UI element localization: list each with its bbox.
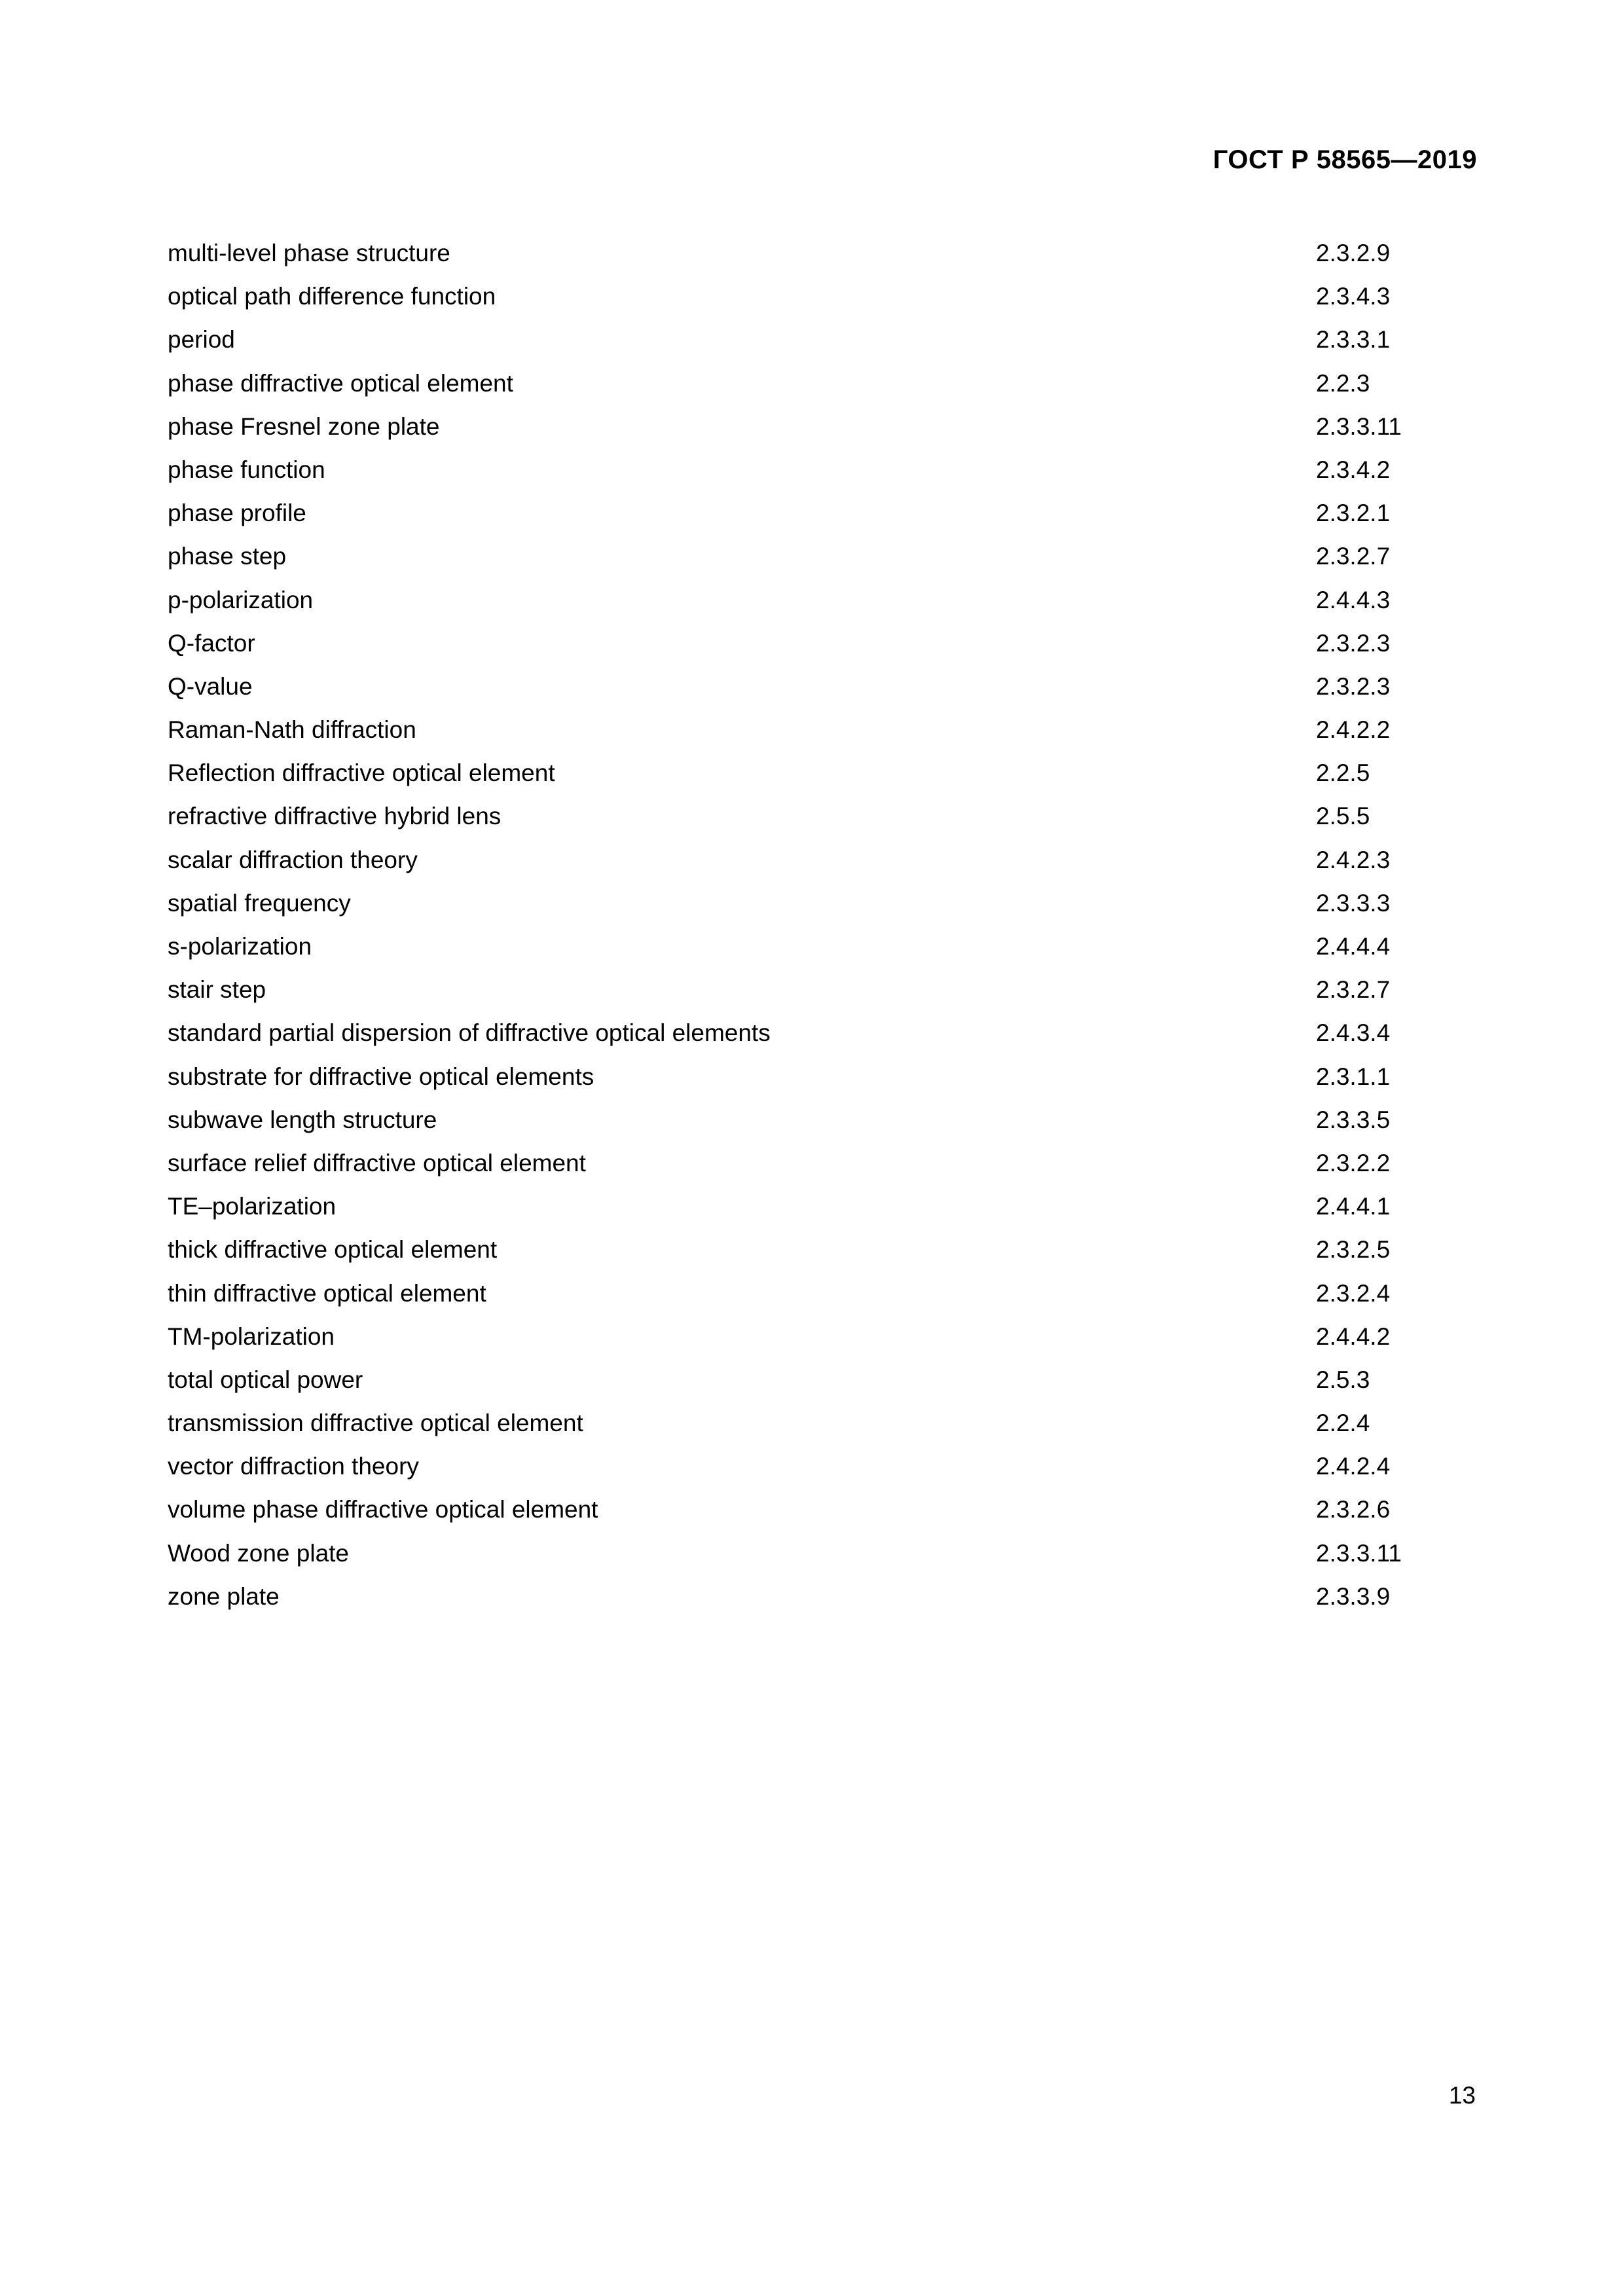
index-clause-number: 2.4.2.4 — [1316, 1453, 1391, 1480]
index-term: scalar diffraction theory — [168, 846, 418, 873]
index-term: multi-level phase structure — [168, 240, 450, 266]
index-term: zone plate — [168, 1582, 280, 1610]
index-term: Q-value — [168, 672, 253, 700]
index-clause-number: 2.2.3 — [1316, 369, 1370, 397]
index-entry — [168, 1536, 1477, 1579]
term-index-list — [168, 236, 1477, 1622]
index-entry — [168, 1579, 1477, 1622]
index-entry — [168, 1189, 1477, 1232]
index-entry — [168, 1102, 1477, 1146]
index-clause-number: 2.3.3.11 — [1316, 1539, 1402, 1567]
index-clause-number: 2.4.4.4 — [1316, 933, 1391, 960]
index-term: Raman-Nath diffraction — [168, 716, 416, 744]
index-term: phase function — [168, 456, 325, 483]
index-term: volume phase diffractive optical element — [168, 1496, 598, 1523]
index-entry — [168, 236, 1477, 279]
page-number: 13 — [1448, 2082, 1476, 2109]
index-clause-number: 2.3.3.1 — [1316, 326, 1391, 354]
index-entry — [168, 886, 1477, 929]
index-term: total optical power — [168, 1366, 363, 1393]
index-term: optical path difference function — [168, 283, 496, 310]
index-term: Reflection diffractive optical element — [168, 759, 555, 787]
index-clause-number: 2.4.3.4 — [1316, 1019, 1391, 1047]
index-term: stair step — [168, 976, 266, 1004]
index-clause-number: 2.4.2.2 — [1316, 716, 1391, 744]
index-entry — [168, 756, 1477, 799]
index-term: thick diffractive optical element — [168, 1236, 498, 1264]
index-clause-number: 2.3.3.11 — [1316, 412, 1402, 440]
index-clause-number: 2.5.3 — [1316, 1366, 1370, 1393]
index-term: transmission diffractive optical element — [168, 1410, 583, 1437]
index-term: Wood zone plate — [168, 1539, 350, 1567]
index-term: TE–polarization — [168, 1193, 337, 1220]
index-clause-number: 2.2.4 — [1316, 1410, 1370, 1437]
index-clause-number: 2.3.3.3 — [1316, 889, 1391, 917]
index-clause-number: 2.4.2.3 — [1316, 846, 1391, 873]
index-entry — [168, 452, 1477, 496]
index-entry — [168, 1059, 1477, 1102]
index-term: phase step — [168, 543, 287, 570]
index-entry — [168, 626, 1477, 669]
index-clause-number: 2.3.2.7 — [1316, 976, 1391, 1004]
index-term: spatial frequency — [168, 889, 351, 917]
index-entry — [168, 712, 1477, 756]
index-term: Q-factor — [168, 629, 255, 657]
index-clause-number: 2.3.2.3 — [1316, 672, 1391, 700]
index-clause-number: 2.4.4.2 — [1316, 1322, 1391, 1350]
index-entry — [168, 583, 1477, 626]
index-clause-number: 2.3.2.7 — [1316, 543, 1391, 570]
index-term: vector diffraction theory — [168, 1453, 419, 1480]
index-entry — [168, 496, 1477, 539]
index-entry — [168, 1276, 1477, 1319]
index-clause-number: 2.3.1.1 — [1316, 1063, 1391, 1090]
index-entry — [168, 799, 1477, 842]
index-entry — [168, 1319, 1477, 1362]
index-term: period — [168, 326, 235, 354]
index-term: phase profile — [168, 500, 306, 527]
index-clause-number: 2.3.3.5 — [1316, 1106, 1391, 1133]
index-entry — [168, 1406, 1477, 1449]
index-term: standard partial dispersion of diffractive optical elements — [168, 1019, 771, 1047]
index-entry — [168, 539, 1477, 582]
index-clause-number: 2.4.4.3 — [1316, 586, 1391, 613]
index-clause-number: 2.3.2.3 — [1316, 629, 1391, 657]
index-term: substrate for diffractive optical elements — [168, 1063, 594, 1090]
index-entry — [168, 1449, 1477, 1492]
index-entry — [168, 409, 1477, 452]
index-term: s-polarization — [168, 933, 312, 960]
index-clause-number: 2.3.2.6 — [1316, 1496, 1391, 1523]
index-clause-number: 2.2.5 — [1316, 759, 1370, 787]
index-term: thin diffractive optical element — [168, 1279, 486, 1307]
index-entry — [168, 322, 1477, 365]
index-entry — [168, 279, 1477, 322]
index-clause-number: 2.3.2.1 — [1316, 500, 1391, 527]
index-term: TM-polarization — [168, 1322, 335, 1350]
index-entry — [168, 929, 1477, 972]
index-clause-number: 2.3.3.9 — [1316, 1582, 1391, 1610]
index-clause-number: 2.4.4.1 — [1316, 1193, 1391, 1220]
index-clause-number: 2.3.4.3 — [1316, 283, 1391, 310]
index-entry — [168, 972, 1477, 1015]
document-standard-id: ГОСТ Р 58565—2019 — [1213, 145, 1477, 174]
index-entry — [168, 1232, 1477, 1275]
index-entry — [168, 843, 1477, 886]
index-entry — [168, 1146, 1477, 1189]
index-clause-number: 2.3.2.9 — [1316, 240, 1391, 266]
index-clause-number: 2.5.5 — [1316, 803, 1370, 830]
index-term: refractive diffractive hybrid lens — [168, 803, 501, 830]
index-entry — [168, 366, 1477, 409]
index-term: phase Fresnel zone plate — [168, 412, 440, 440]
index-entry — [168, 1015, 1477, 1059]
index-term: surface relief diffractive optical element — [168, 1149, 586, 1176]
index-clause-number: 2.3.2.2 — [1316, 1149, 1391, 1176]
index-term: p-polarization — [168, 586, 314, 613]
index-clause-number: 2.3.2.5 — [1316, 1236, 1391, 1264]
index-entry — [168, 1492, 1477, 1535]
index-clause-number: 2.3.2.4 — [1316, 1279, 1391, 1307]
index-clause-number: 2.3.4.2 — [1316, 456, 1391, 483]
index-entry — [168, 1362, 1477, 1406]
index-term: phase diffractive optical element — [168, 369, 513, 397]
index-term: subwave length structure — [168, 1106, 437, 1133]
index-entry — [168, 669, 1477, 712]
